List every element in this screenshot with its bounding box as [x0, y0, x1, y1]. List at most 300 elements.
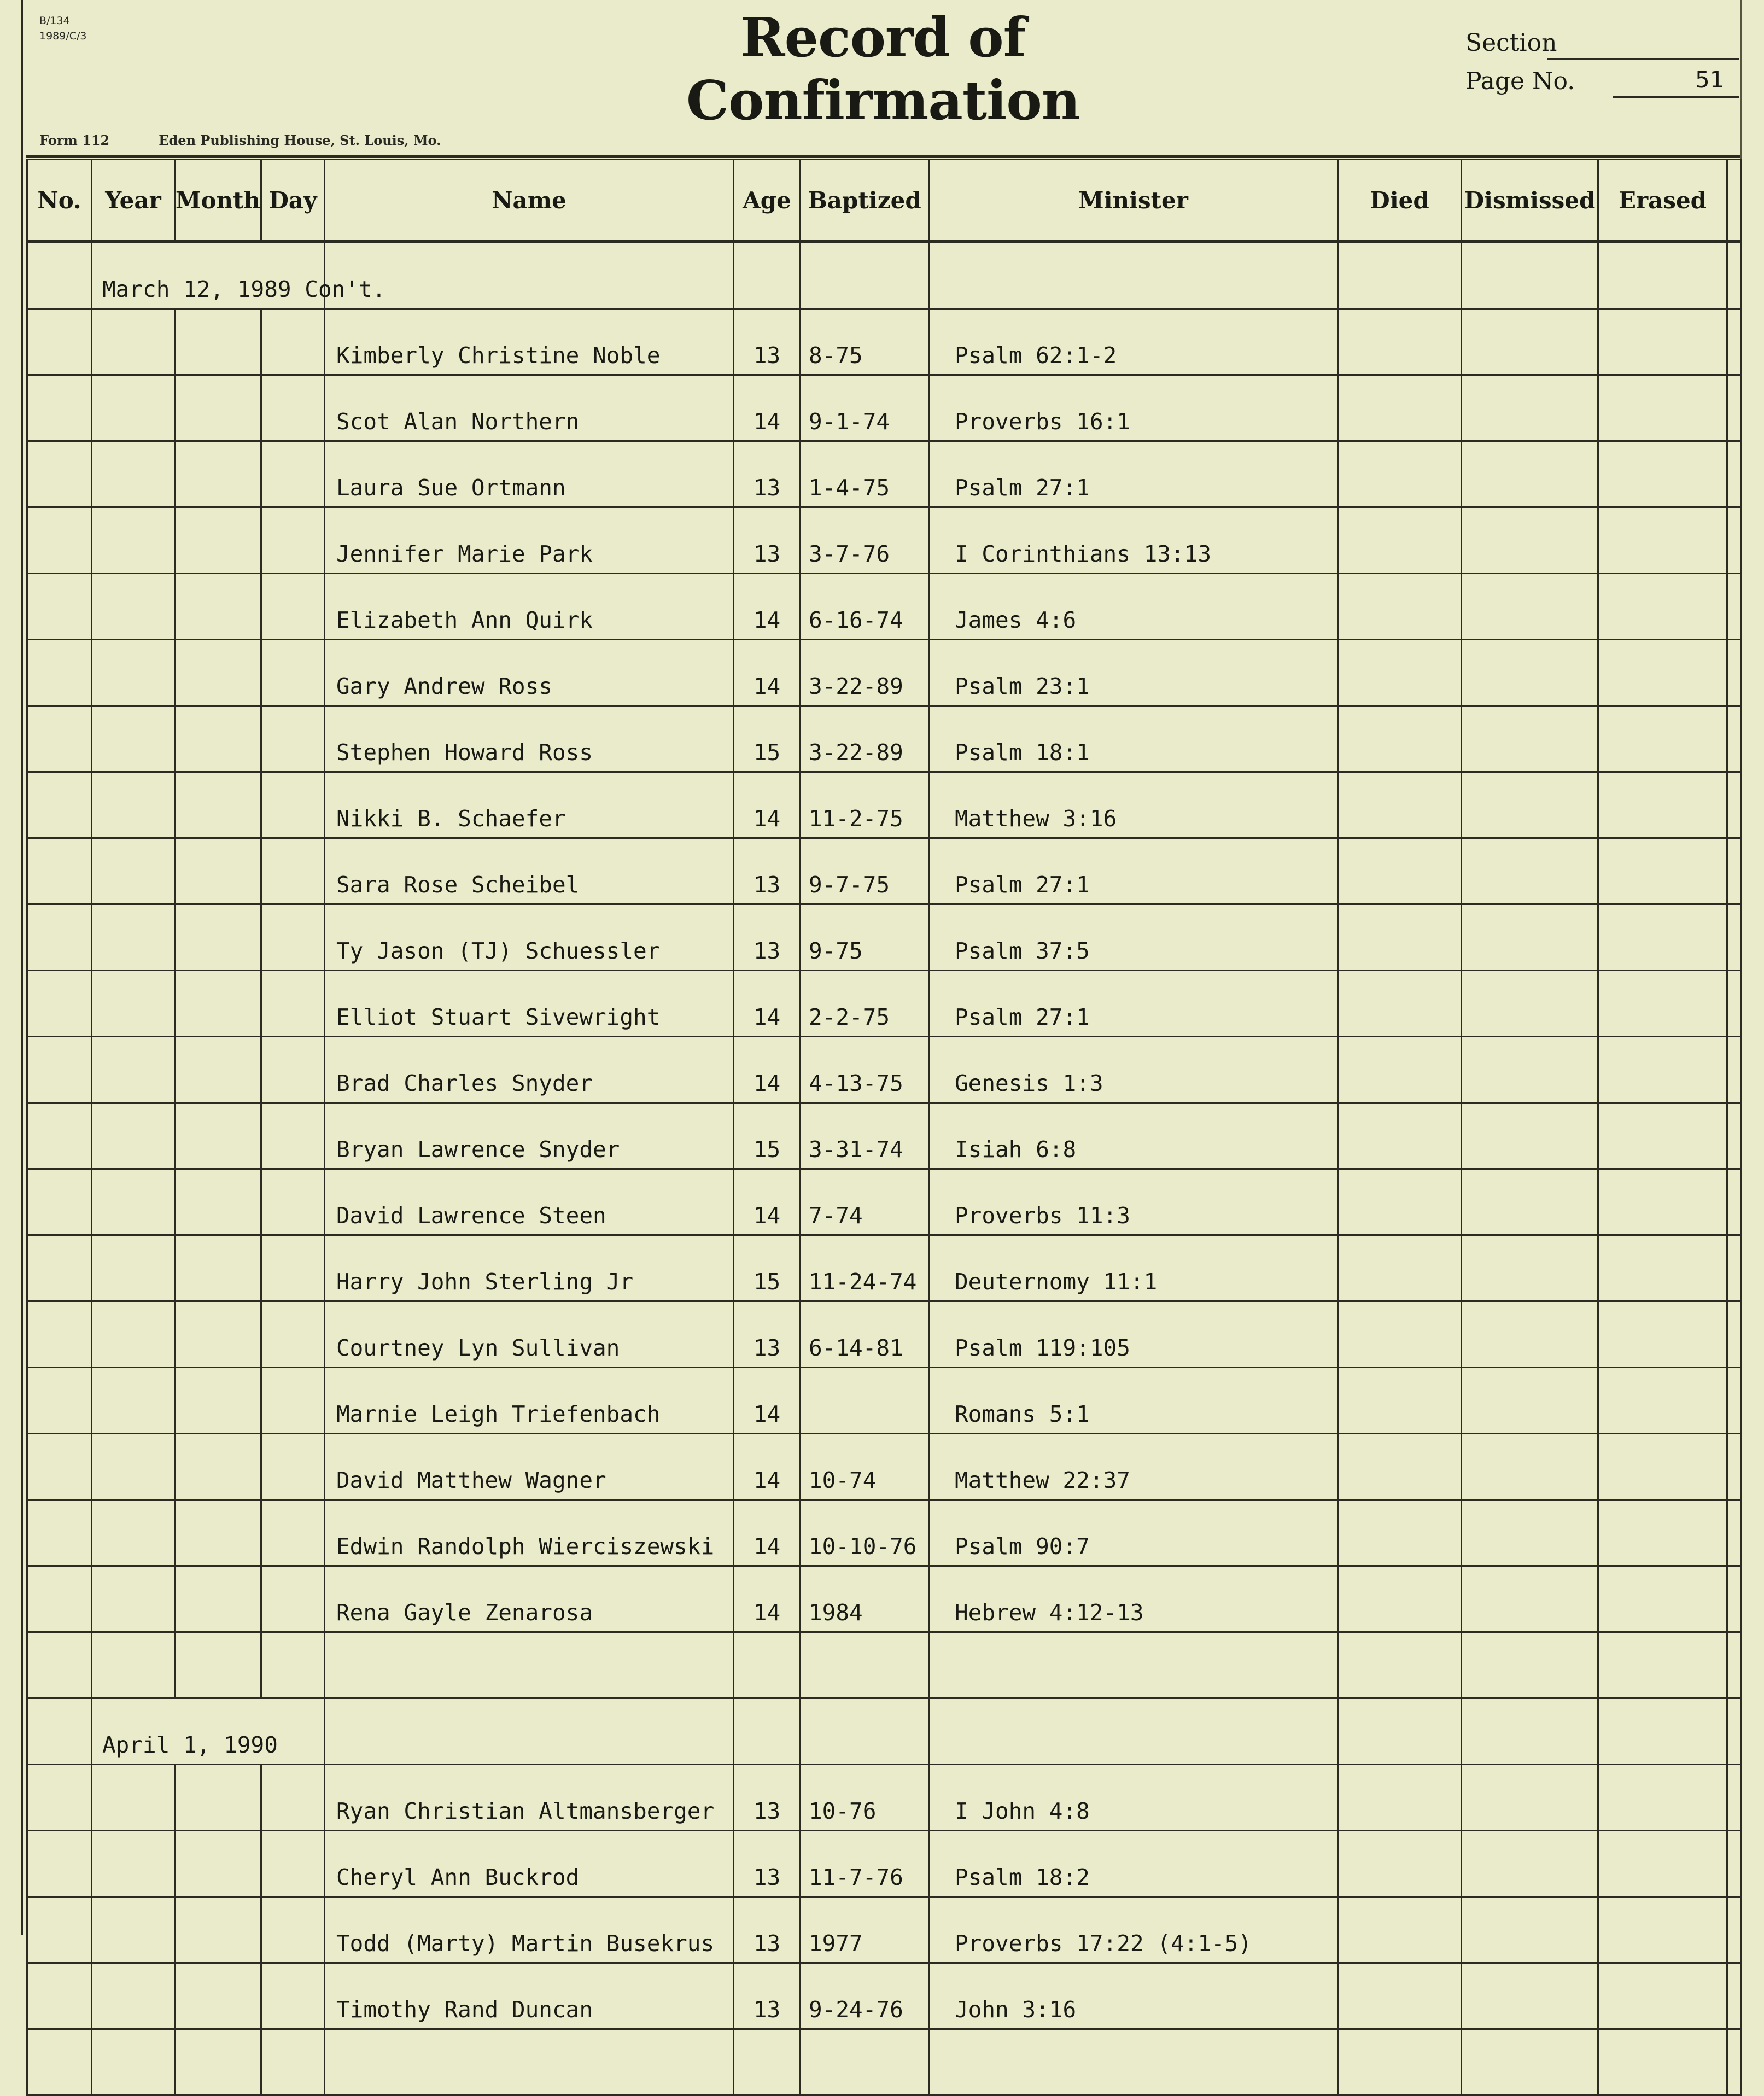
empty-cell [1462, 1698, 1598, 1765]
empty-cell [1462, 1632, 1598, 1698]
year-cell [92, 1963, 175, 2029]
table-row [27, 375, 1741, 441]
dismissed-cell [1462, 838, 1598, 904]
dismissed-cell [1462, 309, 1598, 375]
no-cell [27, 1698, 92, 1765]
no-cell [27, 242, 92, 309]
year-cell [92, 904, 175, 971]
empty-cell [325, 1632, 734, 1698]
erased-cell [1598, 1434, 1727, 1500]
day-cell [261, 1566, 325, 1632]
col-header-name: Name [325, 160, 734, 242]
confirmand-name: Nikki B. Schaefer [325, 772, 734, 838]
empty-cell [1598, 1632, 1727, 1698]
minister-verse: Proverbs 17:22 (4:1-5) [929, 1897, 1338, 1963]
minister-verse: I John 4:8 [929, 1765, 1338, 1831]
erased-cell [1598, 1897, 1727, 1963]
no-cell [27, 1897, 92, 1963]
baptized-date: 3-22-89 [801, 640, 929, 706]
year-cell [92, 1765, 175, 1831]
table-row [27, 441, 1741, 507]
confirmand-age: 14 [734, 971, 801, 1037]
confirmand-age: 13 [734, 1897, 801, 1963]
died-cell [1338, 1301, 1462, 1368]
day-cell [261, 507, 325, 574]
minister-verse: Proverbs 16:1 [929, 375, 1338, 441]
no-cell [27, 1765, 92, 1831]
minister-verse: Psalm 62:1-2 [929, 309, 1338, 375]
erased-cell [1598, 574, 1727, 640]
month-cell [175, 1765, 261, 1831]
empty-cell [801, 1632, 929, 1698]
confirmand-name: Brad Charles Snyder [325, 1037, 734, 1103]
no-cell [27, 441, 92, 507]
died-cell [1338, 309, 1462, 375]
erased-cell [1598, 1037, 1727, 1103]
minister-verse: Psalm 119:105 [929, 1301, 1338, 1368]
month-cell [175, 507, 261, 574]
minister-verse: Matthew 22:37 [929, 1434, 1338, 1500]
day-cell [261, 1500, 325, 1566]
died-cell [1338, 904, 1462, 971]
col-header-age: Age [734, 160, 801, 242]
margin-cell [1727, 1434, 1741, 1500]
form-info [39, 132, 441, 148]
confirmand-age: 13 [734, 904, 801, 971]
confirmand-age: 14 [734, 375, 801, 441]
died-cell [1338, 1235, 1462, 1301]
empty-cell [929, 1632, 1338, 1698]
month-cell [175, 1103, 261, 1169]
year-cell [92, 971, 175, 1037]
confirmand-age: 13 [734, 1831, 801, 1897]
confirmand-age: 13 [734, 1301, 801, 1368]
erased-cell [1598, 1368, 1727, 1434]
table-row [27, 904, 1741, 971]
confirmation-date: March 12, 1989 Con't. [92, 242, 325, 309]
confirmand-age: 14 [734, 1037, 801, 1103]
minister-verse: Psalm 90:7 [929, 1500, 1338, 1566]
margin-cell [1727, 971, 1741, 1037]
baptized-date: 6-16-74 [801, 574, 929, 640]
no-cell [27, 1963, 92, 2029]
month-cell [175, 1235, 261, 1301]
margin-cell [1727, 1897, 1741, 1963]
page-number-value: 51 [1695, 66, 1725, 93]
dismissed-cell [1462, 640, 1598, 706]
year-cell [92, 1235, 175, 1301]
month-cell [175, 640, 261, 706]
day-cell [261, 772, 325, 838]
empty-cell [801, 242, 929, 309]
no-cell [27, 1037, 92, 1103]
col-header-erased: Erased [1598, 160, 1727, 242]
died-cell [1338, 971, 1462, 1037]
col-header-minister: Minister [929, 160, 1338, 242]
confirmand-name: Elliot Stuart Sivewright [325, 971, 734, 1037]
section-field [1465, 22, 1739, 60]
day-cell [261, 309, 325, 375]
minister-verse: Psalm 18:1 [929, 706, 1338, 772]
erased-cell [1598, 971, 1727, 1037]
empty-cell [1598, 1698, 1727, 1765]
baptized-date: 2-2-75 [801, 971, 929, 1037]
margin-cell [1727, 1831, 1741, 1897]
archive-reference [39, 13, 87, 44]
header-row [27, 160, 1741, 242]
day-cell [261, 706, 325, 772]
table-row [27, 1037, 1741, 1103]
margin-cell [1727, 574, 1741, 640]
minister-verse: Psalm 27:1 [929, 838, 1338, 904]
month-cell [175, 1301, 261, 1368]
col-header-dismissed: Dismissed [1462, 160, 1598, 242]
margin-cell [1727, 772, 1741, 838]
baptized-date: 11-24-74 [801, 1235, 929, 1301]
dismissed-cell [1462, 1765, 1598, 1831]
day-cell [261, 1235, 325, 1301]
baptized-date: 10-74 [801, 1434, 929, 1500]
col-header-margin [1727, 160, 1741, 242]
erased-cell [1598, 1301, 1727, 1368]
erased-cell [1598, 640, 1727, 706]
erased-cell [1598, 838, 1727, 904]
section-label: Section [1465, 29, 1557, 57]
confirmand-name: Kimberly Christine Noble [325, 309, 734, 375]
dismissed-cell [1462, 1434, 1598, 1500]
margin-cell [1727, 1500, 1741, 1566]
month-cell [175, 1566, 261, 1632]
col-header-died: Died [1338, 160, 1462, 242]
baptized-date: 6-14-81 [801, 1301, 929, 1368]
confirmand-age: 13 [734, 1765, 801, 1831]
dismissed-cell [1462, 772, 1598, 838]
confirmand-age: 14 [734, 1566, 801, 1632]
no-cell [27, 1301, 92, 1368]
month-cell [175, 971, 261, 1037]
year-cell [92, 706, 175, 772]
confirmand-name: Courtney Lyn Sullivan [325, 1301, 734, 1368]
year-cell [92, 1500, 175, 1566]
died-cell [1338, 507, 1462, 574]
died-cell [1338, 1765, 1462, 1831]
day-cell [261, 1169, 325, 1235]
dismissed-cell [1462, 574, 1598, 640]
died-cell [1338, 1566, 1462, 1632]
margin-cell [1727, 904, 1741, 971]
erased-cell [1598, 309, 1727, 375]
no-cell [27, 375, 92, 441]
dismissed-cell [1462, 507, 1598, 574]
confirmand-age: 15 [734, 706, 801, 772]
no-cell [27, 838, 92, 904]
col-header-baptized: Baptized [801, 160, 929, 242]
table-row [27, 1566, 1741, 1632]
empty-cell [1727, 2029, 1741, 2095]
dismissed-cell [1462, 1963, 1598, 2029]
month-cell [175, 904, 261, 971]
died-cell [1338, 1897, 1462, 1963]
no-cell [27, 507, 92, 574]
no-cell [27, 309, 92, 375]
dismissed-cell [1462, 706, 1598, 772]
table-row [27, 1765, 1741, 1831]
table-row [27, 1301, 1741, 1368]
year-cell [92, 1368, 175, 1434]
year-cell [92, 772, 175, 838]
margin-cell [1727, 706, 1741, 772]
confirmand-age: 13 [734, 838, 801, 904]
table-row [27, 1831, 1741, 1897]
died-cell [1338, 1434, 1462, 1500]
minister-verse: Hebrew 4:12-13 [929, 1566, 1338, 1632]
minister-verse: Psalm 37:5 [929, 904, 1338, 971]
erased-cell [1598, 1500, 1727, 1566]
no-cell [27, 1103, 92, 1169]
no-cell [27, 971, 92, 1037]
minister-verse: Psalm 27:1 [929, 441, 1338, 507]
col-header-month: Month [175, 160, 261, 242]
erased-cell [1598, 1103, 1727, 1169]
died-cell [1338, 574, 1462, 640]
month-cell [175, 706, 261, 772]
baptized-date: 10-76 [801, 1765, 929, 1831]
empty-cell [1462, 242, 1598, 309]
table-row [27, 1434, 1741, 1500]
month-cell [175, 1434, 261, 1500]
page-number-rule [1613, 96, 1739, 98]
confirmand-age: 15 [734, 1235, 801, 1301]
empty-cell [175, 1632, 261, 1698]
col-header-year: Year [92, 160, 175, 242]
year-cell [92, 309, 175, 375]
margin-cell [1727, 1368, 1741, 1434]
baptized-date: 1-4-75 [801, 441, 929, 507]
died-cell [1338, 1169, 1462, 1235]
month-cell [175, 574, 261, 640]
dismissed-cell [1462, 1897, 1598, 1963]
erased-cell [1598, 507, 1727, 574]
confirmand-name: David Matthew Wagner [325, 1434, 734, 1500]
confirmand-name: Ryan Christian Altmansberger [325, 1765, 734, 1831]
margin-cell [1727, 1037, 1741, 1103]
dismissed-cell [1462, 1169, 1598, 1235]
margin-cell [1727, 1103, 1741, 1169]
empty-cell [1598, 242, 1727, 309]
publisher: Eden Publishing House, St. Louis, Mo. [159, 132, 441, 148]
no-cell [27, 1169, 92, 1235]
table-row [27, 507, 1741, 574]
table-row [27, 1169, 1741, 1235]
dismissed-cell [1462, 1831, 1598, 1897]
table-row [27, 1963, 1741, 2029]
no-cell [27, 1368, 92, 1434]
empty-cell [734, 2029, 801, 2095]
empty-cell [325, 242, 734, 309]
col-header-no: No. [27, 160, 92, 242]
margin-cell [1727, 375, 1741, 441]
empty-cell [27, 2029, 92, 2095]
year-cell [92, 1037, 175, 1103]
page-number-label: Page No. [1465, 67, 1575, 95]
day-cell [261, 1963, 325, 2029]
baptized-date: 11-2-75 [801, 772, 929, 838]
empty-cell [929, 242, 1338, 309]
empty-cell [325, 2029, 734, 2095]
confirmand-name: Gary Andrew Ross [325, 640, 734, 706]
confirmand-age: 14 [734, 1500, 801, 1566]
confirmand-name: Cheryl Ann Buckrod [325, 1831, 734, 1897]
confirmation-date: April 1, 1990 [92, 1698, 325, 1765]
died-cell [1338, 706, 1462, 772]
dismissed-cell [1462, 1235, 1598, 1301]
day-cell [261, 1831, 325, 1897]
year-cell [92, 574, 175, 640]
margin-cell [1727, 640, 1741, 706]
dismissed-cell [1462, 441, 1598, 507]
died-cell [1338, 1037, 1462, 1103]
month-cell [175, 441, 261, 507]
empty-cell [1727, 1698, 1741, 1765]
table-row [27, 1235, 1741, 1301]
dismissed-cell [1462, 1368, 1598, 1434]
archive-ref-line: 1989/C/3 [39, 30, 87, 42]
month-cell [175, 1500, 261, 1566]
day-cell [261, 640, 325, 706]
died-cell [1338, 838, 1462, 904]
day-cell [261, 1765, 325, 1831]
empty-cell [1727, 1632, 1741, 1698]
year-cell [92, 640, 175, 706]
died-cell [1338, 1963, 1462, 2029]
no-cell [27, 1235, 92, 1301]
no-cell [27, 904, 92, 971]
month-cell [175, 309, 261, 375]
year-cell [92, 838, 175, 904]
empty-cell [92, 1632, 175, 1698]
died-cell [1338, 1368, 1462, 1434]
dismissed-cell [1462, 375, 1598, 441]
minister-verse: Deuternomy 11:1 [929, 1235, 1338, 1301]
baptized-date: 3-7-76 [801, 507, 929, 574]
confirmation-date-row [27, 242, 1741, 309]
dismissed-cell [1462, 1301, 1598, 1368]
document-title: Record of Confirmation [686, 7, 1080, 132]
confirmand-age: 13 [734, 507, 801, 574]
confirmand-age: 13 [734, 441, 801, 507]
erased-cell [1598, 375, 1727, 441]
empty-cell [1598, 2029, 1727, 2095]
no-cell [27, 1434, 92, 1500]
died-cell [1338, 640, 1462, 706]
confirmand-name: Edwin Randolph Wierciszewski [325, 1500, 734, 1566]
ledger-body [27, 242, 1741, 2095]
erased-cell [1598, 441, 1727, 507]
table-row [27, 971, 1741, 1037]
confirmand-name: Marnie Leigh Triefenbach [325, 1368, 734, 1434]
confirmand-name: Scot Alan Northern [325, 375, 734, 441]
died-cell [1338, 375, 1462, 441]
col-header-day: Day [261, 160, 325, 242]
dismissed-cell [1462, 1500, 1598, 1566]
confirmation-date-row [27, 1698, 1741, 1765]
year-cell [92, 1831, 175, 1897]
year-cell [92, 1301, 175, 1368]
erased-cell [1598, 904, 1727, 971]
margin-cell [1727, 1566, 1741, 1632]
no-cell [27, 1831, 92, 1897]
year-cell [92, 1897, 175, 1963]
separator-row [27, 1632, 1741, 1698]
empty-cell [325, 1698, 734, 1765]
empty-cell [801, 2029, 929, 2095]
margin-cell [1727, 1765, 1741, 1831]
died-cell [1338, 1500, 1462, 1566]
empty-cell [27, 1632, 92, 1698]
baptized-date: 4-13-75 [801, 1037, 929, 1103]
erased-cell [1598, 1831, 1727, 1897]
confirmand-age: 14 [734, 1434, 801, 1500]
month-cell [175, 838, 261, 904]
form-number: Form 112 [39, 132, 110, 148]
table-row [27, 706, 1741, 772]
day-cell [261, 1103, 325, 1169]
minister-verse: James 4:6 [929, 574, 1338, 640]
empty-cell [1338, 242, 1462, 309]
table-row [27, 838, 1741, 904]
baptized-date: 3-22-89 [801, 706, 929, 772]
day-cell [261, 1434, 325, 1500]
confirmand-name: Timothy Rand Duncan [325, 1963, 734, 2029]
table-row [27, 1897, 1741, 1963]
year-cell [92, 1169, 175, 1235]
confirmand-name: Harry John Sterling Jr [325, 1235, 734, 1301]
day-cell [261, 1368, 325, 1434]
table-row [27, 640, 1741, 706]
no-cell [27, 772, 92, 838]
year-cell [92, 507, 175, 574]
month-cell [175, 772, 261, 838]
month-cell [175, 1963, 261, 2029]
erased-cell [1598, 1169, 1727, 1235]
confirmand-name: Sara Rose Scheibel [325, 838, 734, 904]
baptized-date: 9-1-74 [801, 375, 929, 441]
month-cell [175, 1831, 261, 1897]
margin-cell [1727, 1235, 1741, 1301]
year-cell [92, 1103, 175, 1169]
empty-cell [734, 1698, 801, 1765]
empty-cell [929, 1698, 1338, 1765]
empty-cell [734, 242, 801, 309]
died-cell [1338, 441, 1462, 507]
month-cell [175, 1169, 261, 1235]
died-cell [1338, 772, 1462, 838]
minister-verse: Genesis 1:3 [929, 1037, 1338, 1103]
empty-cell [734, 1632, 801, 1698]
table-row [27, 1368, 1741, 1434]
margin-cell [1727, 1301, 1741, 1368]
trailing-blank-row [27, 2029, 1741, 2095]
table-row [27, 772, 1741, 838]
confirmand-age: 13 [734, 309, 801, 375]
no-cell [27, 706, 92, 772]
confirmand-name: Laura Sue Ortmann [325, 441, 734, 507]
margin-cell [1727, 1169, 1741, 1235]
confirmation-ledger [26, 159, 1742, 2096]
erased-cell [1598, 1566, 1727, 1632]
table-row [27, 309, 1741, 375]
erased-cell [1598, 1765, 1727, 1831]
